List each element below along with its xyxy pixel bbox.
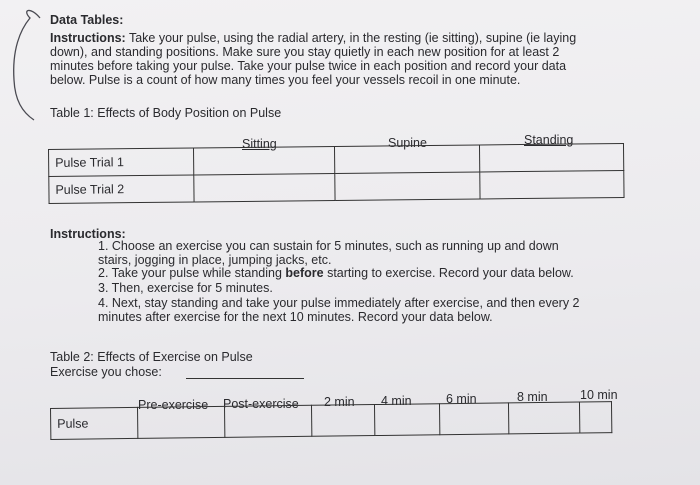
table2-cell-pre[interactable]: [137, 406, 224, 438]
table1-cell-sitting-2[interactable]: [194, 173, 335, 201]
step-2-line: [98, 266, 574, 280]
table2-col-8min: 8 min: [517, 390, 548, 404]
table1-cell-standing-2[interactable]: [480, 170, 624, 199]
table1-col-sitting: Sitting: [242, 137, 277, 151]
table2-col-10min: 10 min: [580, 388, 618, 402]
table2-col-pre: Pre-exercise: [138, 398, 209, 412]
step-2-emphasis: before: [285, 266, 324, 280]
instructions-label: Instructions:: [50, 227, 126, 241]
table2-col-6min: 6 min: [446, 392, 477, 406]
intro-line-4: below. Pulse is a count of how many times you feel your vessels recoil in one minute.: [50, 73, 521, 87]
table2-caption: Table 2: Effects of Exercise on Pulse: [50, 350, 253, 364]
table1-col-supine: Supine: [388, 136, 427, 150]
step-1-line-b: stairs, jogging in place, jumping jacks, etc.: [98, 253, 332, 267]
table1-cell-sitting-1[interactable]: [193, 146, 334, 174]
table2-col-post: Post-exercise: [223, 397, 299, 411]
table1-cell-supine-1[interactable]: [334, 145, 479, 174]
data-tables-heading: Data Tables:: [50, 13, 124, 27]
step-4-line-a: 4. Next, stay standing and take your pulse immediately after exercise, and then every 2: [98, 296, 580, 310]
step-3-line: 3. Then, exercise for 5 minutes.: [98, 281, 273, 295]
intro-text-1: Take your pulse, using the radial artery, in the resting (ie sitting), supine (ie laying: [125, 31, 577, 45]
intro-line-1: [50, 31, 576, 45]
intro-line-2: down), and standing positions. Make sure you stay quietly in each new position for at least 2: [50, 45, 560, 59]
step-4-line-b: minutes after exercise for the next 10 minutes. Record your data below.: [98, 310, 493, 324]
table-row: [49, 170, 624, 203]
table2-cell-8min[interactable]: [508, 402, 579, 434]
table2-col-2min: 2 min: [324, 395, 355, 409]
intro-label: Instructions:: [50, 31, 126, 45]
table2-grid: [50, 401, 612, 440]
intro-line-3: minutes before taking your pulse. Take your pulse twice in each position and record your data: [50, 59, 567, 73]
table1-grid: [48, 143, 625, 204]
table2-cell-10min[interactable]: [579, 402, 611, 433]
exercise-prompt: Exercise you chose:: [50, 365, 162, 379]
table2-col-4min: 4 min: [381, 394, 412, 408]
table-row: [51, 402, 612, 440]
step-1-line-a: 1. Choose an exercise you can sustain for 5 minutes, such as running up and down: [98, 239, 559, 253]
table2-cell-post[interactable]: [224, 405, 311, 437]
table2-row-label-pulse: Pulse: [51, 407, 138, 439]
table1-caption: Table 1: Effects of Body Position on Pulse: [50, 106, 282, 120]
exercise-answer-line[interactable]: [186, 378, 304, 379]
table2-cell-6min[interactable]: [439, 403, 508, 435]
table2-cell-2min[interactable]: [311, 405, 374, 437]
table1-cell-standing-1[interactable]: [479, 143, 623, 172]
table1-cell-supine-2[interactable]: [335, 172, 480, 201]
step-2-text-a: 2. Take your pulse while standing: [98, 266, 286, 280]
table1-col-standing: Standing: [524, 133, 574, 147]
table2-cell-4min[interactable]: [374, 404, 439, 436]
table1-row-label-trial-1: Pulse Trial 1: [49, 148, 194, 177]
step-2-text-b: starting to exercise. Record your data below.: [323, 266, 574, 280]
table1-row-label-trial-2: Pulse Trial 2: [49, 175, 194, 204]
